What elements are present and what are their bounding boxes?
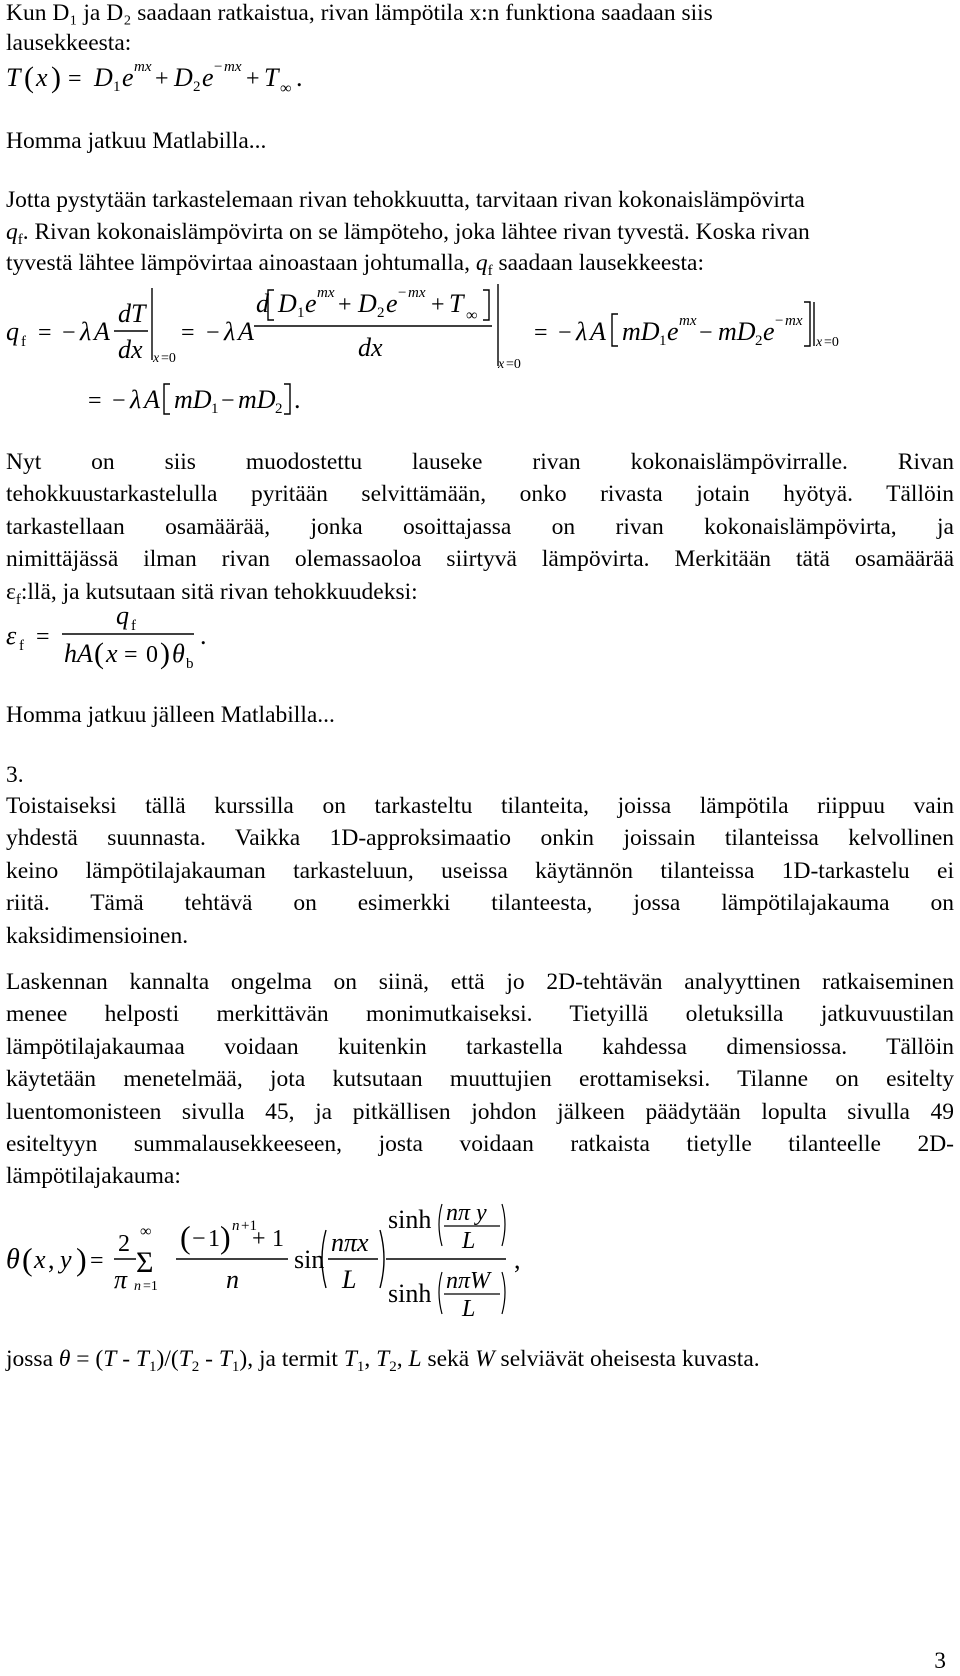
svg-text:mD: mD [238, 385, 276, 414]
svg-text:2: 2 [193, 79, 201, 95]
svg-text:nπ y: nπ y [446, 1200, 487, 1226]
paragraph-separation [6, 966, 954, 1193]
svg-text:x: x [498, 357, 505, 372]
temperature-formula [6, 58, 346, 98]
svg-text:mx: mx [785, 313, 803, 329]
page-number: 3 [934, 1648, 946, 1674]
intro-line-1: Kun D₁ ja D₂ saadaan ratkaistua, rivan lämpötila x:n funktiona saadaan siis [6, 0, 713, 26]
svg-text:T: T [6, 63, 21, 92]
p4-line-6: esiteltyyn summalausekkeeseen, josta voidaan ratkaista tietylle tilanteelle 2D- [6, 1131, 954, 1158]
efficiency-equation [6, 602, 246, 682]
svg-text:1: 1 [208, 1226, 220, 1252]
svg-text:=: = [90, 1248, 104, 1274]
svg-text:θ: θ [172, 639, 185, 668]
eff-line-5: $\varepsilon_f:llä$, ja kutsutaan sitä rivan tehokkuudeksi: [6, 578, 418, 608]
svg-text:+: + [431, 292, 445, 318]
svg-text:A: A [94, 317, 110, 346]
flux-para-line-1: Jotta pystytään tarkastelemaan rivan tehokkuutta, tarvitaan rivan kokonaislämpövirta [6, 187, 805, 213]
p4-line-2: menee helposti merkittävän monimutkaiseksi. Tietyillä oletuksilla jatkuvuustilan [6, 1001, 954, 1028]
p3-line-4: riitä. Tämä tehtävä on esimerkki tilanteesta, jossa lämpötilajakauma on [6, 890, 954, 917]
svg-text:2: 2 [118, 1231, 130, 1257]
svg-text:): ) [76, 1241, 87, 1277]
svg-text:mx: mx [134, 59, 152, 75]
eff-line-4: nimittäjässä ilman rivan olemassaoloa siirtyvä lämpövirta. Merkitään tätä osamäärää [6, 546, 954, 573]
svg-text:A: A [144, 385, 160, 414]
svg-text:mx: mx [317, 285, 335, 301]
svg-text:=: = [38, 320, 52, 346]
intro-line-2: lausekkeesta: [6, 30, 132, 56]
svg-text:A: A [590, 317, 606, 346]
svg-text:2: 2 [275, 401, 283, 417]
svg-text:f: f [21, 334, 26, 350]
svg-text:f: f [131, 618, 136, 634]
p3-line-3: keino lämpötilajakauman tarkasteluun, useissa käytännön tilanteissa 1D-tarkastelu ei [6, 857, 954, 884]
p4-line-1: Laskennan kannalta ongelma on siinä, että jo 2D-tehtävän analyyttinen ratkaiseminen [6, 969, 954, 995]
svg-text:x: x [34, 1245, 46, 1274]
svg-text:λ: λ [130, 385, 142, 414]
svg-text:+1: +1 [241, 1218, 257, 1234]
svg-text:hA: hA [64, 639, 93, 668]
svg-text:mx: mx [224, 59, 242, 75]
svg-text:∞: ∞ [140, 1223, 152, 1240]
svg-text:mD: mD [718, 317, 756, 346]
svg-text:.: . [200, 621, 207, 650]
svg-text:−: − [112, 388, 126, 414]
svg-text:=0: =0 [506, 357, 521, 372]
svg-text:sinh: sinh [388, 1279, 432, 1308]
svg-text:=: = [88, 388, 102, 414]
svg-text:π: π [114, 1265, 128, 1294]
svg-text:−: − [206, 320, 220, 346]
svg-text:x: x [36, 63, 48, 92]
p4-line-3: lämpötilajakaumaa voidaan kuitenkin tarkastella kahdessa dimensiossa. Tällöin [6, 1033, 954, 1060]
svg-text:−: − [192, 1226, 206, 1252]
svg-text:n: n [226, 1265, 239, 1294]
svg-text:): ) [160, 637, 170, 670]
flux-para-line-3: tyvestä lähtee lämpövirtaa ainoastaan johtumalla, $q_f$ saadaan lausekkeesta: [6, 250, 704, 279]
svg-text:−: − [62, 320, 76, 346]
svg-text:mx: mx [408, 285, 426, 301]
svg-text:n: n [134, 1279, 141, 1294]
svg-text:mD: mD [622, 317, 660, 346]
svg-text:=: = [124, 642, 138, 668]
flux-para-line-2: $q_f$. Rivan kokonaislämpövirta on se lämpöteho, joka lähtee rivan tyvestä. Koska rivan [6, 219, 810, 248]
svg-text:=0: =0 [161, 351, 176, 366]
eff-line-3: tarkastellaan osamäärää, jonka osoittajassa on rivan kokonaislämpövirta, ja [6, 513, 954, 540]
svg-text:−: − [398, 285, 407, 301]
svg-text:−: − [558, 320, 572, 346]
svg-text:b: b [186, 656, 194, 672]
svg-text:,: , [514, 1245, 521, 1274]
svg-text:Σ: Σ [136, 1246, 154, 1279]
svg-text:L: L [462, 1296, 476, 1322]
svg-text:y: y [60, 1245, 72, 1274]
svg-text:A: A [238, 317, 254, 346]
theta-equation [6, 1196, 586, 1326]
p4-line-5: luentomonisteen sivulla 45, ja pitkällisen johdon jälkeen päädytään lopulta sivulla 49 [6, 1098, 954, 1125]
svg-text:1: 1 [272, 1226, 284, 1252]
svg-text:mD: mD [174, 385, 212, 414]
svg-text:(: ( [24, 61, 34, 94]
flux-equation [6, 280, 866, 440]
svg-text:−: − [775, 313, 784, 329]
svg-text:,: , [48, 1245, 55, 1274]
svg-text:+: + [338, 292, 352, 318]
svg-text:q: q [116, 601, 129, 630]
svg-text:λ: λ [80, 317, 92, 346]
svg-text:=: = [534, 320, 548, 346]
svg-text:e: e [122, 63, 134, 92]
svg-text:=: = [36, 624, 50, 650]
svg-text:∞: ∞ [466, 307, 478, 324]
svg-text:dT: dT [118, 299, 146, 328]
efficiency-paragraph [6, 446, 954, 616]
svg-text:.: . [294, 385, 301, 414]
p4-line-4: käytetään menetelmää, jota kutsutaan muuttujien erottamiseksi. Tilanne on esitelty [6, 1066, 954, 1093]
svg-text:1: 1 [113, 79, 121, 95]
svg-text:−: − [221, 388, 235, 414]
svg-text:d: d [256, 289, 269, 318]
svg-text:−: − [699, 320, 713, 346]
svg-text:f: f [19, 638, 24, 654]
svg-text:D: D [358, 289, 377, 318]
svg-text:sin: sin [294, 1245, 325, 1274]
paragraph-2d-intro [6, 790, 954, 952]
svg-text:+: + [246, 66, 260, 92]
p3-line-5: kaksidimensioinen. [6, 922, 189, 949]
svg-text:θ: θ [6, 1244, 20, 1275]
svg-text:λ: λ [576, 317, 588, 346]
svg-text:.: . [296, 63, 303, 92]
svg-text:): ) [51, 61, 61, 94]
svg-text:nπx: nπx [331, 1228, 369, 1257]
svg-text:T: T [264, 63, 279, 92]
svg-text:): ) [220, 1219, 231, 1255]
svg-text:L: L [342, 1265, 357, 1294]
svg-text:1: 1 [659, 333, 667, 349]
svg-text:=0: =0 [824, 335, 839, 350]
svg-text:x: x [106, 639, 118, 668]
svg-text:ε: ε [6, 621, 17, 650]
svg-text:=1: =1 [143, 1279, 158, 1294]
eff-line-2: tehokkuustarkastelulla pyritään selvittämään, onko rivasta jotain hyötyä. Tällöin [6, 481, 954, 508]
svg-text:=: = [68, 66, 82, 92]
svg-text:=: = [181, 320, 195, 346]
svg-text:e: e [763, 317, 775, 346]
svg-text:∞: ∞ [280, 80, 292, 97]
svg-text:e: e [386, 289, 398, 318]
note-matlab-2: Homma jatkuu jälleen Matlabilla... [6, 702, 335, 728]
svg-text:(: ( [94, 637, 104, 670]
p3-line-1: Toistaiseksi tällä kurssilla on tarkasteltu tilanteita, joissa lämpötila riippuu vain [6, 793, 954, 819]
svg-text:D: D [278, 289, 297, 318]
svg-text:D: D [174, 63, 193, 92]
svg-text:e: e [305, 289, 317, 318]
svg-text:q: q [6, 317, 19, 346]
svg-text:T: T [449, 289, 464, 318]
svg-text:sinh: sinh [388, 1205, 432, 1234]
eff-line-1: Nyt on siis muodostettu lauseke rivan kokonaislämpövirralle. Rivan [6, 449, 954, 475]
svg-text:e: e [202, 63, 214, 92]
svg-text:2: 2 [377, 305, 385, 321]
svg-text:+: + [155, 66, 169, 92]
svg-text:λ: λ [224, 317, 236, 346]
svg-text:dx: dx [118, 335, 143, 364]
final-line: jossa $\theta = (T - T_1)/(T_2 - T_1)$, ja termit $T_1$, $T_2$, L sekä W selviävät oheisesta kuvasta. [6, 1346, 760, 1375]
svg-text:x: x [153, 351, 160, 366]
note-matlab-1: Homma jatkuu Matlabilla... [6, 128, 267, 154]
svg-text:D: D [94, 63, 113, 92]
svg-text:nπW: nπW [446, 1268, 491, 1294]
svg-text:0: 0 [146, 642, 158, 668]
p4-line-7: lämpötilajakauma: [6, 1163, 181, 1190]
svg-text:e: e [667, 317, 679, 346]
p3-line-2: yhdestä suunnasta. Vaikka 1D-approksimaatio onkin joissain tilanteissa kelvollinen [6, 825, 954, 852]
svg-text:dx: dx [358, 333, 383, 362]
svg-text:x: x [816, 335, 823, 350]
svg-text:(: ( [22, 1241, 33, 1277]
svg-text:2: 2 [755, 333, 763, 349]
svg-text:1: 1 [297, 305, 305, 321]
svg-text:+: + [252, 1226, 266, 1252]
svg-text:mx: mx [679, 313, 697, 329]
svg-text:1: 1 [211, 401, 219, 417]
svg-text:n: n [232, 1218, 240, 1234]
svg-text:−: − [214, 59, 223, 75]
section-number: 3. [6, 762, 24, 788]
svg-text:(: ( [180, 1219, 191, 1255]
svg-text:L: L [462, 1228, 476, 1254]
